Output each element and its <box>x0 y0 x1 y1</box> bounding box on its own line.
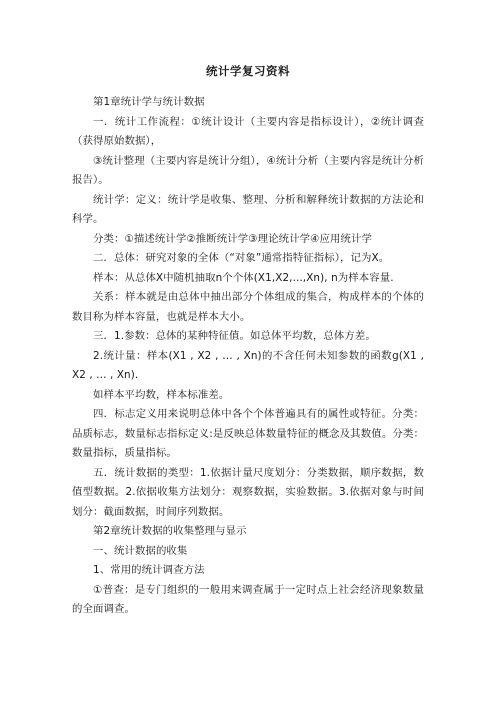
chapter-2-heading: 第2章统计数据的收集整理与显示 <box>93 525 247 537</box>
paragraph-data-types: 五．统计数据的类型：1.依据计量尺度划分：分类数据，顺序数据，数值型数据。2.依据收集方法划分：观察数据，实验数据。3.依据对象与时间划分：截面数据，时间序列数据。 <box>72 466 424 518</box>
paragraph-definition: 统计学：定义：统计学是收集、整理、分析和解释统计数据的方法论和科学。 <box>72 193 424 225</box>
paragraph-indicator: 四．标志定义用来说明总体中各个个体普遍具有的属性或特征。分类：品质标志，数量标志指标定义:是反映总体数量特征的概念及其数值。分类：数量指标，质量指标。 <box>72 408 424 459</box>
document-title: 统计学复习资料 <box>206 64 290 78</box>
paragraph-statistic-examples: 如样本平均数，样本标准差。 <box>93 388 230 401</box>
paragraph-parameter: 三．1.参数：总体的某种特征值。如总体平均数，总体方差。 <box>93 330 376 342</box>
paragraph-sample: 样本：从总体X中随机抽取n个个体(X1,X2,...,Xn), n为样本容量. <box>93 271 394 284</box>
paragraph-relation: 关系：样本就是由总体中抽出部分个体组成的集合，构成样本的个体的数目称为样本容量，也就是样本大小。 <box>72 291 424 323</box>
section-data-collection: 一、统计数据的收集 <box>93 544 188 557</box>
chapter-1-heading: 第1章统计学与统计数据 <box>93 96 205 108</box>
paragraph-workflow: 一．统计工作流程：①统计设计（主要内容是指标设计），②统计调查（获得原始数据）， <box>72 115 424 147</box>
paragraph-population: 二．总体：研究对象的全体（“对象”通常指特征指标），记为X。 <box>93 252 390 264</box>
paragraph-statistic: 2.统计量：样本(X1 , X2 , … , Xn)的不含任何未知参数的函数g(X1 , X2 , … , Xn). <box>72 349 424 381</box>
paragraph-classification: 分类：①描述统计学②推断统计学③理论统计学④应用统计学 <box>93 232 372 245</box>
paragraph-workflow-cont: ③统计整理（主要内容是统计分组），④统计分析（主要内容是统计分析报告）。 <box>72 154 424 186</box>
document-body <box>72 93 424 620</box>
subsection-survey-methods: 1、常用的统计调查方法 <box>93 564 205 576</box>
paragraph-census: ①普查：是专门组织的一般用来调查属于一定时点上社会经济现象数量的全面调查。 <box>72 583 424 615</box>
